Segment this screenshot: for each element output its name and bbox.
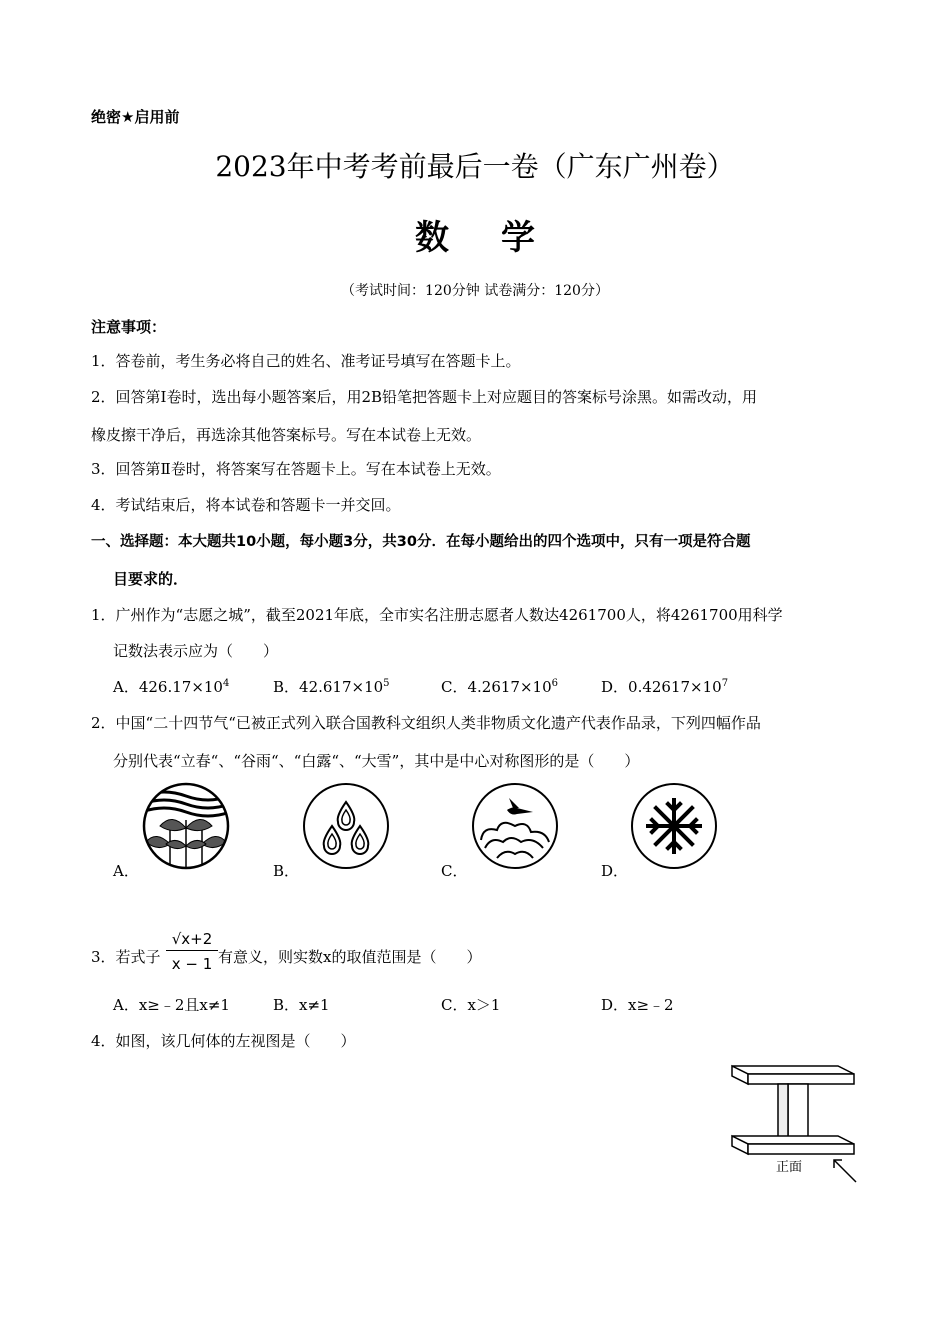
q2-label-d: D． bbox=[601, 862, 629, 880]
q3-option-a: A．x≥﹣2且x≠1 bbox=[113, 996, 230, 1014]
note-2: 2．回答第Ⅰ卷时，选出每小题答案后，用2B铅笔把答题卡上对应题目的答案标号涂黑。如需改动，用 bbox=[91, 388, 758, 406]
guyu-emblem bbox=[302, 782, 390, 870]
q3-fraction bbox=[166, 930, 218, 973]
q3-numerator: √x+2 bbox=[166, 930, 218, 951]
q1-option-b: B．$42.617\times 10^5$ bbox=[273, 678, 390, 696]
q2-label-a: A． bbox=[113, 862, 139, 880]
q1-option-d: D．$0.42617\times 10^7$ bbox=[601, 678, 729, 696]
daxue-emblem bbox=[630, 782, 718, 870]
q4-stem: 4．如图，该几何体的左视图是（ ） bbox=[91, 1032, 356, 1050]
q3-suffix: 有意义，则实数x的取值范围是（ ） bbox=[218, 948, 482, 966]
q3-option-b: B．x≠1 bbox=[273, 996, 330, 1014]
q1-option-a: A．$426.17\times 10^4$ bbox=[113, 678, 230, 696]
exam-title: 2023年中考考前最后一卷（广东广州卷） bbox=[215, 150, 735, 183]
subject-title: 数学 bbox=[415, 218, 587, 258]
lichun-emblem bbox=[142, 782, 230, 870]
q3-option-d: D．x≥﹣2 bbox=[601, 996, 674, 1014]
q2-stem-cont: 分别代表“立春“、“谷雨“、“白露“、“大雪”，其中是中心对称图形的是（ ） bbox=[113, 752, 640, 770]
front-label: 正面 bbox=[776, 1160, 803, 1175]
time-info: （考试时间：120分钟 试卷满分：120分） bbox=[341, 283, 609, 299]
q2-stem: 2．中国“二十四节气“已被正式列入联合国教科文组织人类非物质文化遗产代表作品录，下列四幅作品 bbox=[91, 714, 761, 732]
note-3: 3．回答第Ⅱ卷时，将答案写在答题卡上。写在本试卷上无效。 bbox=[91, 460, 501, 478]
q3-denominator: x − 1 bbox=[171, 955, 213, 973]
q3-prefix: 3．若式子 bbox=[91, 948, 161, 966]
note-1: 1．答卷前，考生务必将自己的姓名、准考证号填写在答题卡上。 bbox=[91, 352, 521, 370]
q1-option-c: C．$4.2617\times 10^6$ bbox=[441, 678, 558, 696]
section1-heading-cont: 目要求的． bbox=[113, 570, 189, 588]
note-2-cont: 橡皮擦干净后，再选涂其他答案标号。写在本试卷上无效。 bbox=[91, 426, 482, 444]
q2-label-b: B． bbox=[273, 862, 300, 880]
q3-option-c: C．x＞1 bbox=[441, 996, 501, 1014]
q1-stem: 1．广州作为“志愿之城”，截至2021年底，全市实名注册志愿者人数达4261700人，将4261700用科学 bbox=[91, 606, 783, 624]
secret-label: 绝密★启用前 bbox=[91, 108, 180, 126]
q1-stem-cont: 记数法表示应为（ ） bbox=[113, 642, 279, 660]
bailu-emblem bbox=[471, 782, 559, 870]
section1-heading: 一、选择题：本大题共10小题，每小题3分，共30分．在每小题给出的四个选项中，只有一项是符合题 bbox=[91, 534, 751, 550]
note-4: 4．考试结束后，将本试卷和答题卡一并交回。 bbox=[91, 496, 401, 514]
notes-heading: 注意事项： bbox=[91, 318, 167, 336]
q2-label-c: C． bbox=[441, 862, 468, 880]
